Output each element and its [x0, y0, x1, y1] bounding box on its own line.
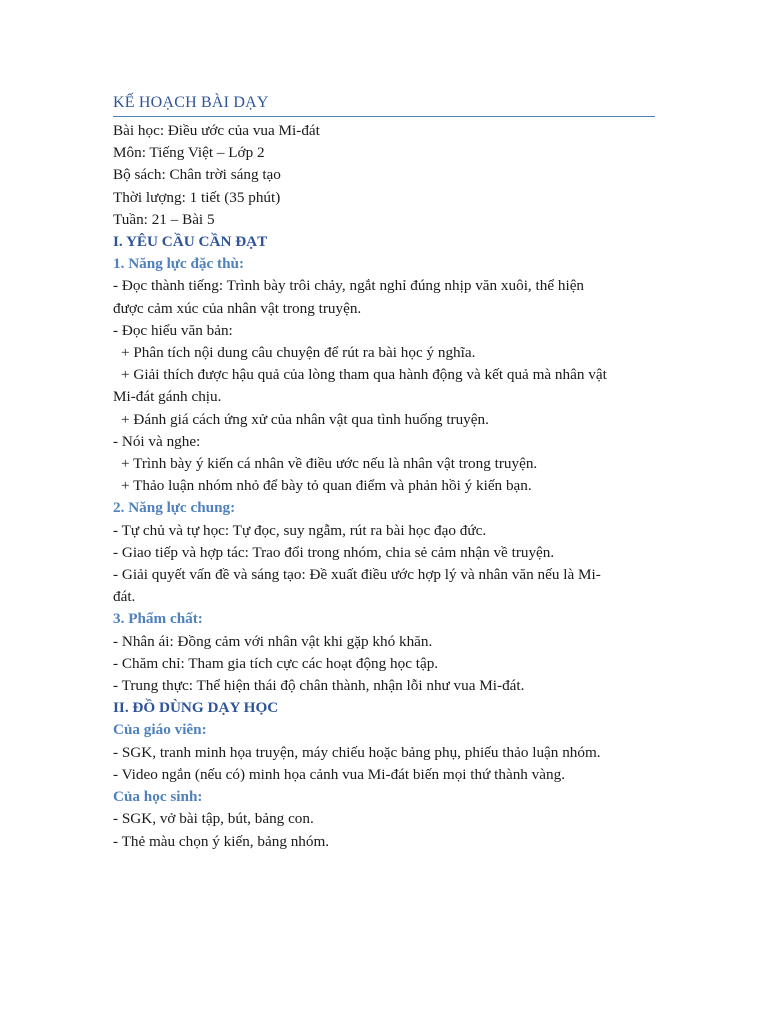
meta-textbook: Bộ sách: Chân trời sáng tạo: [113, 166, 281, 184]
text-line: Mi-đát gánh chịu.: [113, 388, 222, 406]
text-line: - Đọc hiểu văn bản:: [113, 321, 233, 339]
section-heading-materials: II. ĐỒ DÙNG DẠY HỌC: [113, 699, 279, 717]
text-line: + Giải thích được hậu quả của lòng tham qua hành động và kết quả mà nhân vật: [121, 366, 607, 384]
text-line: đát.: [113, 588, 136, 606]
text-line: + Thảo luận nhóm nhỏ để bày tỏ quan điểm và phản hồi ý kiến bạn.: [121, 477, 532, 495]
section-materials: [113, 697, 655, 852]
text-line: - SGK, tranh minh họa truyện, máy chiếu hoặc bảng phụ, phiếu thảo luận nhóm.: [113, 743, 601, 761]
text-line: + Phân tích nội dung câu chuyện để rút ra bài học ý nghĩa.: [121, 344, 476, 362]
meta-week: Tuần: 21 – Bài 5: [113, 210, 215, 228]
section-heading-requirements: I. YÊU CẦU CẦN ĐẠT: [113, 233, 268, 251]
subheading-specific-competence: 1. Năng lực đặc thù:: [113, 255, 245, 273]
subheading-teacher: Của giáo viên:: [113, 721, 207, 739]
text-line: - Nhân ái: Đồng cảm với nhân vật khi gặp khó khăn.: [113, 632, 433, 650]
subheading-general-competence: 2. Năng lực chung:: [113, 499, 236, 517]
text-line: - SGK, vở bài tập, bút, bảng con.: [113, 810, 314, 828]
subheading-student: Của học sinh:: [113, 788, 203, 806]
text-line: + Đánh giá cách ứng xử của nhân vật qua tình huống truyện.: [121, 410, 489, 428]
document-title: KẾ HOẠCH BÀI DẠY: [113, 92, 655, 117]
text-line: - Trung thực: Thể hiện thái độ chân thành, nhận lỗi như vua Mi-đát.: [113, 677, 525, 695]
document-page: [113, 92, 655, 853]
subheading-qualities: 3. Phẩm chất:: [113, 610, 203, 628]
meta-lesson: Bài học: Điều ước của vua Mi-đát: [113, 122, 320, 139]
section-requirements: [113, 231, 655, 697]
text-line: - Nói và nghe:: [113, 432, 201, 450]
text-line: - Chăm chỉ: Tham gia tích cực các hoạt động học tập.: [113, 654, 439, 672]
text-line: - Đọc thành tiếng: Trình bày trôi chảy, ngắt nghỉ đúng nhịp văn xuôi, thể hiện: [113, 277, 585, 295]
meta-subject: Môn: Tiếng Việt – Lớp 2: [113, 144, 265, 162]
text-line: - Thẻ màu chọn ý kiến, bảng nhóm.: [113, 832, 330, 850]
meta-duration: Thời lượng: 1 tiết (35 phút): [113, 188, 281, 206]
text-line: + Trình bày ý kiến cá nhân về điều ước nếu là nhân vật trong truyện.: [121, 455, 538, 473]
text-line: được cảm xúc của nhân vật trong truyện.: [113, 299, 362, 317]
text-line: - Giải quyết vấn đề và sáng tạo: Đề xuất điều ước hợp lý và nhân văn nếu là Mi-: [113, 566, 601, 584]
text-line: - Giao tiếp và hợp tác: Trao đổi trong nhóm, chia sẻ cảm nhận về truyện.: [113, 543, 555, 561]
text-line: - Tự chủ và tự học: Tự đọc, suy ngẫm, rút ra bài học đạo đức.: [113, 521, 487, 539]
lesson-meta: [113, 120, 655, 231]
text-line: - Video ngắn (nếu có) minh họa cảnh vua Mi-đát biến mọi thứ thành vàng.: [113, 765, 566, 783]
